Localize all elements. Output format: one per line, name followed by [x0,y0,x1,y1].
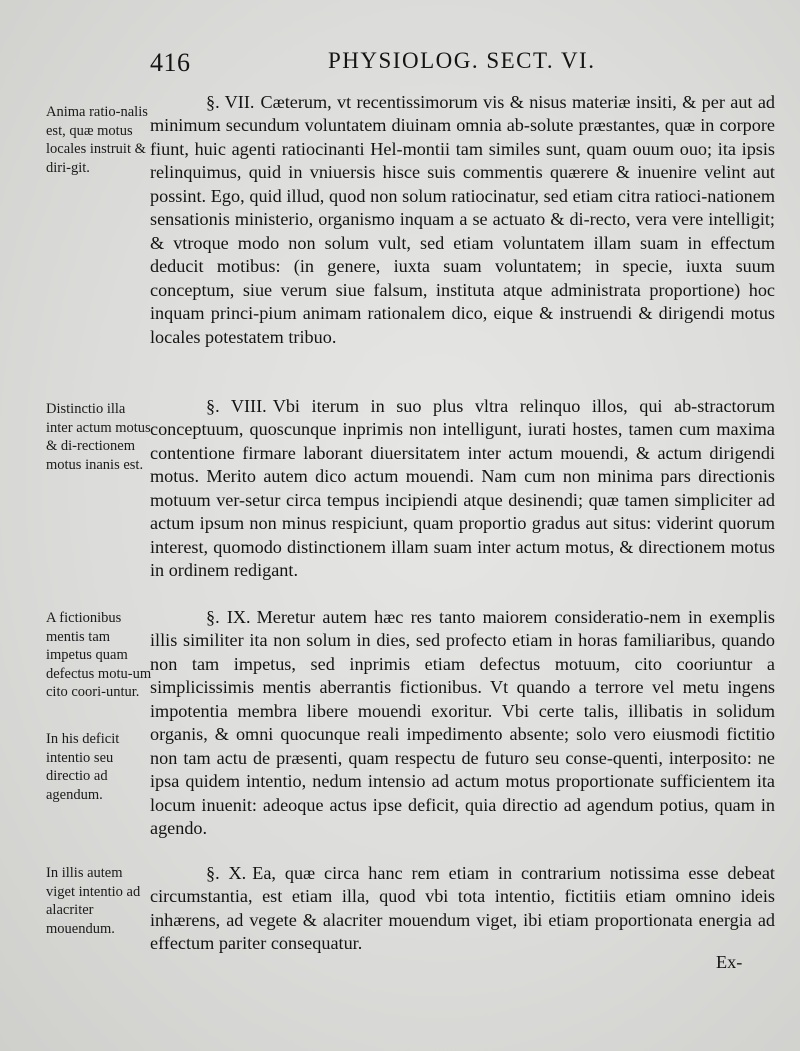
margin-note: Anima ratio-nalis est, quæ motus locales instruit & diri-git. [46,104,148,176]
margin-note: A fictionibus mentis tam impetus quam defectus motu-um cito coori-untur. [46,610,152,701]
paragraph-text: Ea, quæ circa hanc rem etiam in contrarium notissima esse debeat circumstantia, est etiam illa, quod vbi tota intentio, fictitiis etiam omnino ideis inhærens, ad vegete & alacriter mouendum viget, ibi etiam proportionata energia ad effectum pariter consequatur. [150,863,775,954]
paragraph-section-9 [150,606,775,841]
page-header [0,48,800,80]
section-number: §. IX. [206,607,251,627]
margin-note: Distinctio illa inter actum motus & di-rectionem motus inanis est. [46,401,151,473]
catchword: Ex- [716,952,743,972]
paragraph-text: Meretur autem hæc res tanto maiorem consideratio-nem in exemplis illis similiter ita non solum in dies, sed profecto etiam in horas familiaribus, quando non tam impetus, sed inprimis etiam defectus motuum, cito cooriuntur a simplicissimis mentis aberrantis fictionibus. Vt quando a terrore vel metu ingens impotentia membra libere mouendi exoritur. Vbi certe talis, illibatis in solidum organis, & omni quocunque reali impedimento absente; solo vero eiusmodi fictitio non tam actu de præsenti, quam respectu de futuro seu conse-quenti, interposito: ne ipsa quidem intentio, nedum intensio ad actum motus proportionate sufficientem ita locum inuenit: adeoque actus ipse deficit, quia directio ad agendum potius, quam in agendo. [150,607,775,839]
page-number: 416 [150,48,191,77]
section-number: §. VIII. [206,396,267,416]
paragraph-section-10 [150,862,775,956]
paragraph-section-8 [150,395,775,583]
paragraph-text: Vbi iterum in suo plus vltra relinquo illos, qui ab-stractorum conceptuum, quoscunque inprimis non intelligunt, iurati hostes, tamen cum maxima contentione firmare laborant diuersitatem inter actum mouendi, & actum dirigendi motus. Merito autem dico actum mouendi. Nam cum non minima pars directionis motuum ver-setur circa tempus incipiendi atque desinendi; quæ tamen simpliciter ad actum ipsum non minus respiciunt, quam proportio gradus aut situs: viderint quorum interest, quomodo distinctionem illam suam inter actum motus, & directionem motus in ordinem redigant. [150,396,776,581]
paragraph-text: Cæterum, vt recentissimorum vis & nisus materiæ insiti, & per aut ad minimum secundum voluntatem diuinam omnia ab-solute præstantes, quæ in corpore fiunt, huic agenti ratiocinanti Hel-montii tam similes sunt, quam ouum ouo; ita ipsis relinquimus, quid in vniuersis hisce suis commentis quærere & inuenire velint aut possint. Ego, quid illud, quod non solum ratiocinatur, sed etiam citra ratioci-nationem sensationis ministerio, organismo inquam a se actuato & di-recto, vera vere intelligit; & vtroque modo non solum vult, sed etiam voluntatem illam suam in effectum deducit motibus: (in genere, iuxta suam voluntatem; in specie, iuxta suum conceptum, siue verum siue falsum, instituta atque administrata proportione) hoc inquam princi-pium animam rationalem dico, eique & instruendi & dirigendi motus locales potestatem tribuo. [150,92,776,347]
section-number: §. VII. [206,92,255,112]
paragraph-section-7 [150,91,775,349]
margin-note: In his deficit intentio seu directio ad agendum. [46,731,120,803]
margin-note: In illis autem viget intentio ad alacriter mouendum. [46,865,141,937]
running-head: PHYSIOLOG. SECT. VI. [328,48,596,73]
section-number: §. X. [206,863,247,883]
